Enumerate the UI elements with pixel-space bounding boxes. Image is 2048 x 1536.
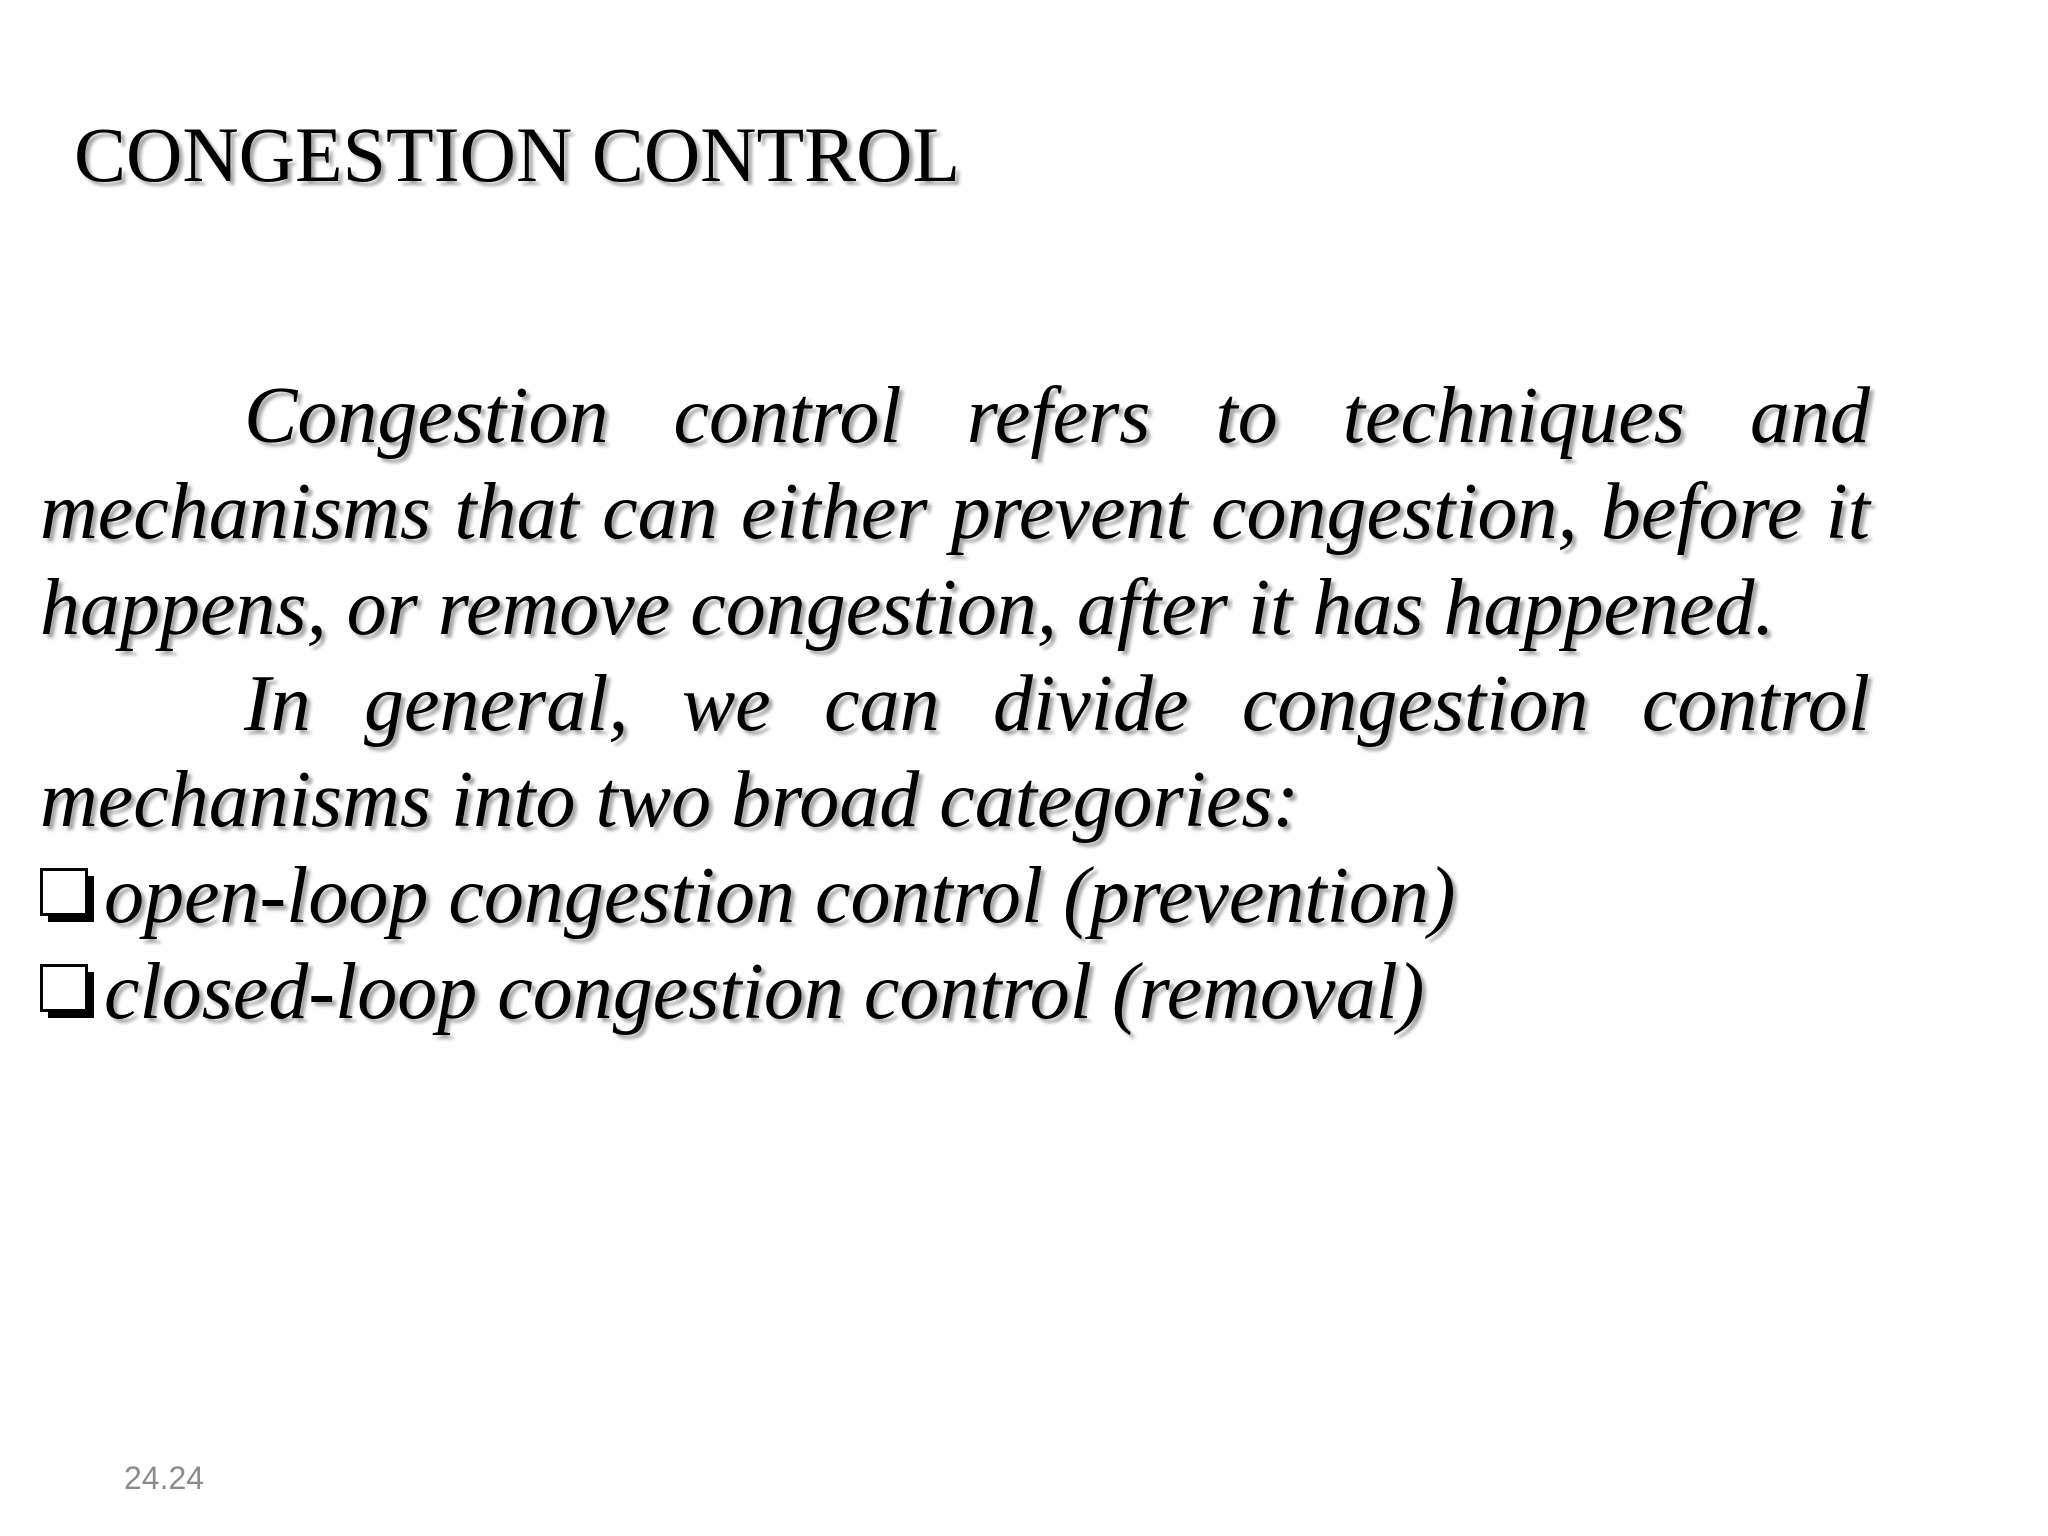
paragraph-categories: In general, we can divide congestion control mechanisms into two broad categories:: [40, 660, 1870, 844]
checkbox-square-icon: [40, 964, 96, 1020]
slide-title: CONGESTION CONTROL: [74, 111, 961, 198]
paragraph-definition: Congestion control refers to techniques and mechanisms that can either prevent congestion, before it happens, or remove congestion, after it has happened.: [40, 372, 1870, 652]
list-item: [40, 848, 1870, 944]
slide-body: [40, 368, 1870, 1040]
list-item-label: open-loop congestion control (prevention): [104, 852, 1456, 940]
list-item-label: closed-loop congestion control (removal): [104, 948, 1425, 1036]
list-item: [40, 944, 1870, 1040]
category-list: [40, 848, 1870, 1040]
checkbox-square-icon: [40, 868, 96, 924]
page-number: 24.24: [124, 1460, 205, 1496]
